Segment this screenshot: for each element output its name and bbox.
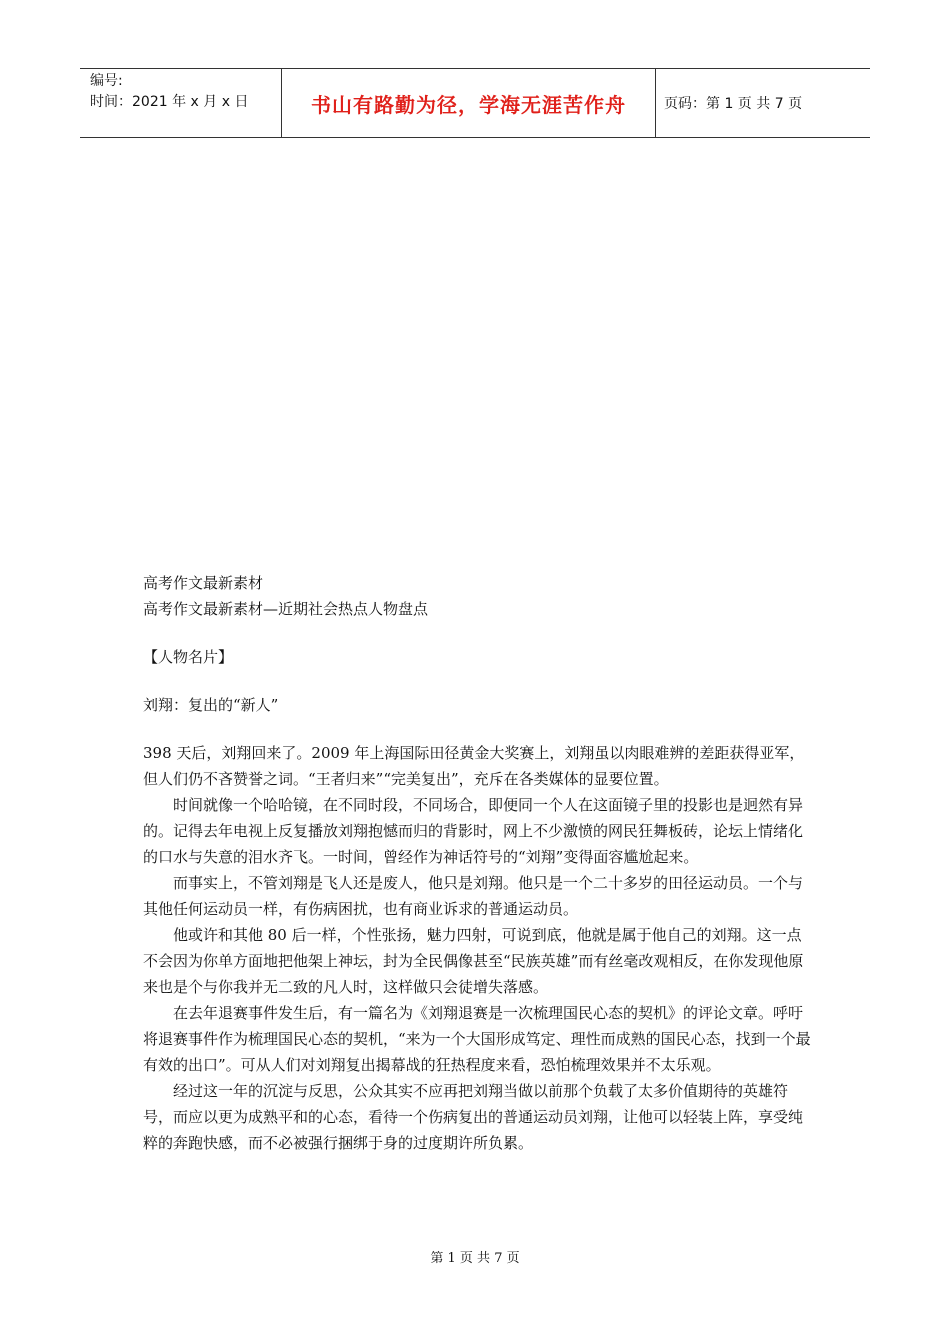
spacer [143, 622, 813, 644]
spacer [143, 670, 813, 692]
header-meta [80, 69, 282, 137]
time-label: 时间：2021 年 x 月 x 日 [90, 94, 249, 110]
document-subtitle: 高考作文最新素材—近期社会热点人物盘点 [143, 600, 429, 618]
motto-text: 书山有路勤为径，学海无涯苦作舟 [311, 92, 626, 117]
paragraph-1: 398 天后，刘翔回来了。2009 年上海国际田径黄金大奖赛上，刘翔虽以肉眼难辨的差距获得亚军，但人们仍不吝赞誉之词。“王者归来”“完美复出”，充斥在各类媒体的显要位置。 [143, 744, 805, 788]
number-label: 编号: [90, 73, 123, 89]
footer-page-number: 第 1 页 共 7 页 [430, 1251, 520, 1266]
page-info-text: 页码：第 1 页 共 7 页 [664, 96, 803, 112]
section-heading: 【人物名片】 [143, 648, 234, 666]
document-body [143, 570, 813, 1156]
paragraph-5: 在去年退赛事件发生后，有一篇名为《刘翔退赛是一次梳理国民心态的契机》的评论文章。呼吁将退赛事件作为梳理国民心态的契机，“来为一个大国形成笃定、理性而成熟的国民心态，找到一个最有效的出口”。可从人们对刘翔复出揭幕战的狂热程度来看，恐怕梳理效果并不太乐观。 [143, 1004, 811, 1074]
paragraph-2: 时间就像一个哈哈镜，在不同时段，不同场合，即便同一个人在这面镜子里的投影也是迥然有异的。记得去年电视上反复播放刘翔抱憾而归的背影时，网上不少激愤的网民狂舞板砖，论坛上情绪化的口水与失意的泪水齐飞。一时间，曾经作为神话符号的“刘翔”变得面容尴尬起来。 [143, 796, 804, 866]
paragraph-3: 而事实上，不管刘翔是飞人还是废人，他只是刘翔。他只是一个二十多岁的田径运动员。一个与其他任何运动员一样，有伤病困扰，也有商业诉求的普通运动员。 [143, 874, 804, 918]
header-motto [282, 69, 656, 137]
paragraph-4: 他或许和其他 80 后一样，个性张扬，魅力四射，可说到底，他就是属于他自己的刘翔。这一点不会因为你单方面地把他架上神坛，封为全民偶像甚至“民族英雄”而有丝毫改观相反，在你发现他原来也是个与你我并无二致的凡人时，这样做只会徒增失落感。 [143, 926, 804, 996]
document-header [80, 68, 870, 138]
spacer [143, 718, 813, 740]
person-heading: 刘翔：复出的“新人” [143, 696, 279, 714]
page-footer [0, 1247, 950, 1266]
header-page-info [656, 69, 870, 137]
document-title: 高考作文最新素材 [143, 574, 264, 592]
paragraph-6: 经过这一年的沉淀与反思，公众其实不应再把刘翔当做以前那个负载了太多价值期待的英雄符号，而应以更为成熟平和的心态，看待一个伤病复出的普通运动员刘翔，让他可以轻装上阵，享受纯粹的奔跑快感，而不必被强行捆绑于身的过度期许所负累。 [143, 1082, 804, 1152]
